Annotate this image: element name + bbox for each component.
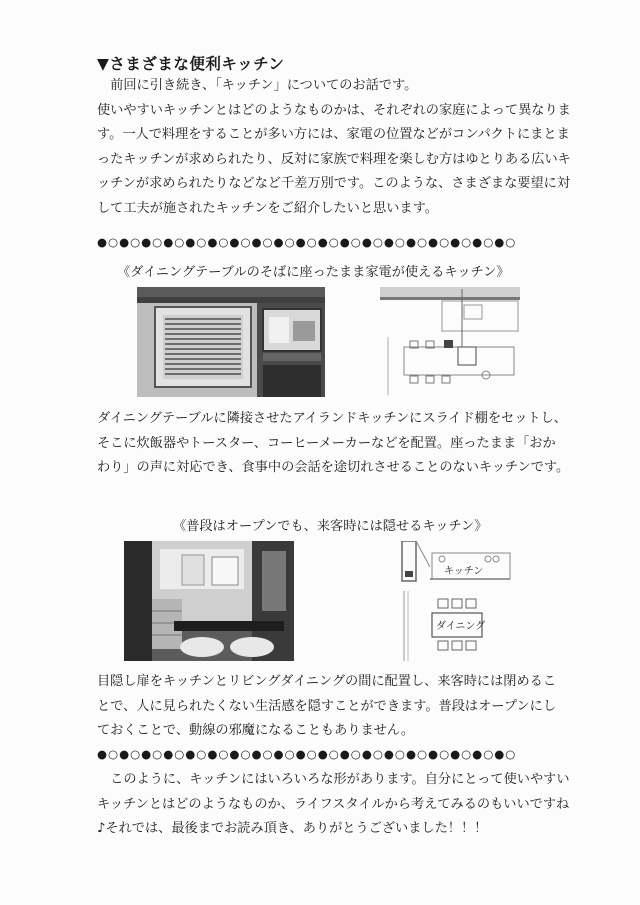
plan-label-kitchen: キッチン xyxy=(444,566,484,577)
intro-line: して工夫が施されたキッチンをご紹介したいと思います。 xyxy=(97,200,438,216)
intro-paragraph xyxy=(97,74,617,221)
floor-plan-1 xyxy=(380,287,520,397)
section2-line: ておくことで、動線の邪魔になることもありません。 xyxy=(97,723,415,738)
section1-line: ダイニングテーブルに隣接させたアイランドキッチンにスライド棚をセットし、 xyxy=(97,411,567,426)
divider-top: ●○●○●○●○●○●○●○●○●○●○●○●○●○●○●○●○●○●○●○ xyxy=(97,235,517,249)
intro-line: 前回に引き続き、「キッチン」についてのお話です。 xyxy=(97,78,418,93)
closing-line: キッチンとはどのようなものか、ライフスタイルから考えてみるのもいいですね xyxy=(97,796,570,812)
intro-line: ったキッチンが求められたり、反対に家族で料理を楽しむ方はゆとりある広いキ xyxy=(97,151,571,167)
closing-line: ♪それでは、最後までお読み頂き、ありがとうございました！！！ xyxy=(97,821,488,836)
plan-label-dining: ダイニング xyxy=(436,621,486,632)
section1-caption: 《ダイニングテーブルのそばに座ったまま家電が使えるキッチン》 xyxy=(117,265,510,280)
kitchen-photo-2 xyxy=(124,541,294,661)
section1-paragraph xyxy=(97,407,617,481)
section1-line: そこに炊飯器やトースター、コーヒーメーカーなどを配置。座ったまま「おか xyxy=(97,435,556,451)
section2-paragraph xyxy=(97,670,617,744)
section2-line: とで、人に見られたくない生活感を隠すことができます。普段はオープンにし xyxy=(97,698,557,714)
kitchen-photo-1 xyxy=(137,287,325,397)
intro-line: ッチンが求められたりなどなど千差万別です。このような、さまざまな要望に対 xyxy=(97,176,571,191)
divider-bottom: ●○●○●○●○●○●○●○●○●○●○●○●○●○●○●○●○●○●○●○ xyxy=(97,747,517,761)
intro-line: す。一人で料理をすることが多い方には、家電の位置などがコンパクトにまとま xyxy=(97,127,570,142)
section2-caption: 《普段はオープンでも、来客時には隠せるキッチン》 xyxy=(173,519,488,534)
closing-paragraph xyxy=(97,768,617,842)
closing-line: このように、キッチンにはいろいろな形があります。自分にとって使いやすい xyxy=(97,772,570,787)
intro-line: 使いやすいキッチンとはどのようなものかは、それぞれの家庭によって異なりま xyxy=(97,102,571,118)
floor-plan-2 xyxy=(400,541,520,661)
section2-line: 目隠し扉をキッチンとリビングダイニングの間に配置し、来客時には閉めるこ xyxy=(97,674,557,689)
page-title: ▼さまざまな便利キッチン xyxy=(97,55,285,73)
section1-line: わり」の声に対応でき、食事中の会話を途切れさせることのないキッチンです。 xyxy=(97,460,570,475)
